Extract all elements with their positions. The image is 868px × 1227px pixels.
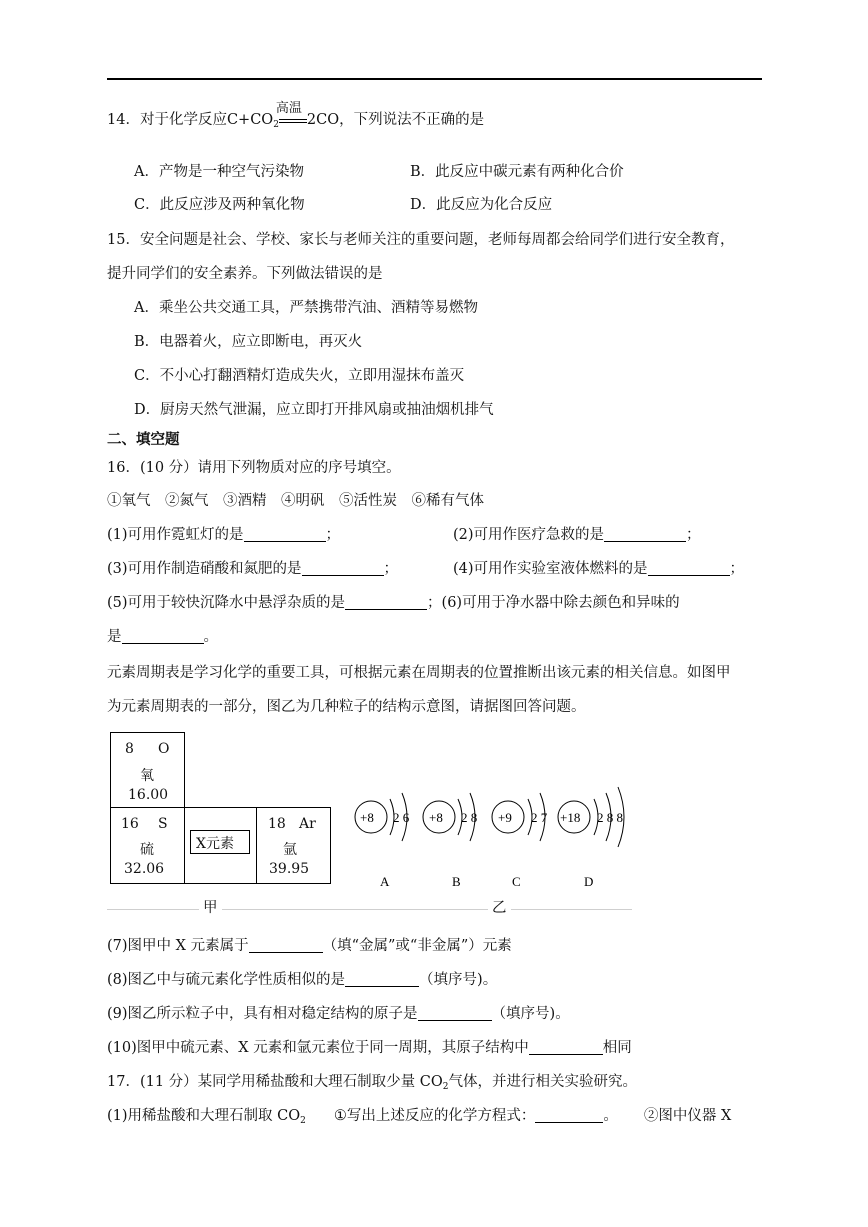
q17-p1-end: 。 (603, 1108, 618, 1124)
q16-p9-text: (9)图乙所示粒子中，具有相对稳定结构的原子是 (107, 1006, 418, 1022)
q16-p8-text: (8)图乙中与硫元素化学性质相似的是 (107, 972, 346, 988)
q16-p4 (453, 557, 744, 578)
q16-p3 (107, 557, 398, 578)
x-element-label: X元素 (196, 836, 234, 852)
particle-c (492, 793, 548, 889)
q14-stem (107, 101, 485, 130)
q16-p6-end: 。 (203, 629, 218, 645)
particle-b (423, 793, 477, 889)
answer-blank-6[interactable] (122, 629, 204, 645)
element-cell-sulfur (110, 807, 185, 884)
q16-p9 (107, 1002, 570, 1023)
element-cell-oxygen (110, 732, 185, 808)
oxygen-symbol: O (158, 741, 170, 757)
q15-option-b: B．电器着火，应立即断电，再灭火 (134, 334, 363, 350)
particle-b-shells: 2 8 (461, 810, 478, 825)
section-fill-in-title: 二、填空题 (107, 431, 180, 448)
q16-p1-semi: ； (325, 527, 341, 543)
q14-option-d: D．此反应为化合反应 (410, 197, 553, 213)
q15-line2: 提升同学们的安全素养。下列做法错误的是 (107, 266, 383, 282)
x-element-box (190, 830, 250, 854)
q14-number: 14． (107, 112, 140, 128)
q17-stem (107, 1070, 637, 1092)
q16-p1-text: (1)可用作霓虹灯的是 (107, 527, 244, 543)
answer-blank-10[interactable] (529, 1040, 603, 1056)
q16-p2-semi: ； (686, 527, 701, 543)
q17-p1 (107, 1104, 731, 1126)
q16-p8 (107, 968, 497, 989)
caption-line (107, 909, 632, 910)
particle-b-nucleus: +8 (429, 810, 443, 825)
q16-p2 (453, 523, 701, 544)
q17-p1-text: (1)用稀盐酸和大理石制取 CO (107, 1108, 301, 1124)
q16-p10-text: (10)图甲中硫元素、X 元素和氩元素位于同一周期，其原子结构中 (107, 1040, 529, 1056)
caption-yi: 乙 (488, 896, 511, 917)
argon-mass: 39.95 (269, 861, 310, 877)
q16-p7 (107, 934, 512, 955)
answer-blank-3[interactable] (302, 561, 384, 577)
answer-blank-11[interactable] (535, 1108, 603, 1124)
sulfur-symbol: S (158, 816, 168, 832)
argon-number: 18 (268, 816, 286, 832)
q16-p9-suffix: （填序号)。 (491, 1006, 570, 1022)
particle-d (558, 787, 624, 889)
q16-p5-semi: ； (427, 595, 442, 611)
argon-symbol: Ar (299, 816, 316, 832)
q15-option-c: C．不小心打翻酒精灯造成失火，立即用湿抹布盖灭 (134, 368, 465, 384)
q14-eq-arrow (275, 101, 307, 127)
caption-jia: 甲 (199, 896, 222, 917)
oxygen-mass: 16.00 (128, 787, 169, 803)
particle-c-shells: 2 7 (531, 810, 548, 825)
q14-suffix: ，下列说法不正确的是 (339, 112, 485, 128)
q14-prefix: 对于化学反应 (139, 112, 227, 128)
q14-eq-left: C+CO (226, 112, 274, 128)
answer-blank-8[interactable] (345, 972, 419, 988)
oxygen-number: 8 (125, 741, 134, 757)
q17-stem-b: 气体，并进行相关实验研究。 (448, 1074, 637, 1090)
q16-p1 (107, 523, 340, 544)
q14-eq-right: 2CO (306, 112, 340, 128)
intro-line2: 为元素周期表的一部分，图乙为几种粒子的结构示意图，请据图回答问题。 (107, 699, 586, 715)
particle-a-shells: 2 6 (393, 810, 410, 825)
particle-a-label: A (380, 874, 390, 889)
q17-stem-a: 17．(11 分）某同学用稀盐酸和大理石制取少量 CO (107, 1074, 443, 1090)
argon-name: 氩 (283, 842, 297, 858)
figure-yi (340, 775, 640, 895)
q17-p1-sub: 2 (300, 1116, 306, 1126)
answer-blank-1[interactable] (244, 527, 326, 543)
q14-option-a: A．产物是一种空气污染物 (134, 164, 304, 180)
q14-eq-sub: 2 (273, 120, 279, 130)
q14-option-b: B．此反应中碳元素有两种化合价 (410, 164, 624, 180)
particle-d-shells: 2 8 8 (597, 810, 623, 825)
q16-p8-suffix: （填序号)。 (419, 972, 498, 988)
q14-eq-condition: 高温 (275, 101, 302, 116)
particle-c-nucleus: +9 (498, 810, 512, 825)
q17-p1-equation-prompt: ①写出上述反应的化学方程式： (333, 1108, 536, 1124)
q16-p6b-text: 是 (107, 629, 122, 645)
intro-line1: 元素周期表是学习化学的重要工具，可根据元素在周期表的位置推断出该元素的相关信息。如图甲 (107, 665, 731, 681)
q15-line1: 15．安全问题是社会、学校、家长与老师关注的重要问题，老师每周都会给同学们进行安全教育， (107, 232, 735, 248)
q16-p4-semi: ； (729, 561, 745, 577)
particle-b-label: B (452, 874, 461, 889)
q17-stem-sub: 2 (442, 1082, 449, 1092)
q16-p3-text: (3)可用作制造硝酸和氮肥的是 (107, 561, 302, 577)
q16-p10-suffix: 相同 (602, 1040, 632, 1056)
header-rule (107, 78, 762, 80)
particle-c-label: C (512, 874, 521, 889)
q14-option-c: C．此反应涉及两种氧化物 (134, 197, 305, 213)
q16-p5-text: (5)可用于较快沉降水中悬浮杂质的是 (107, 595, 346, 611)
answer-blank-9[interactable] (418, 1006, 492, 1022)
particle-d-nucleus: +18 (560, 810, 581, 825)
q17-p1-instrument: ②图中仪器 X (643, 1108, 732, 1124)
q15-option-a: A．乘坐公共交通工具，严禁携带汽油、酒精等易燃物 (134, 300, 478, 316)
sulfur-mass: 32.06 (124, 861, 165, 877)
q16-p2-text: (2)可用作医疗急救的是 (453, 527, 605, 543)
sulfur-name: 硫 (140, 842, 154, 858)
q16-p7-suffix: （填“金属”或“非金属”）元素 (322, 938, 512, 954)
element-cell-x (184, 807, 256, 884)
answer-blank-4[interactable] (648, 561, 730, 577)
sulfur-number: 16 (121, 816, 139, 832)
particle-a (355, 793, 410, 889)
q16-p6-text: (6)可用于净水器中除去颜色和异味的 (441, 595, 680, 611)
particle-a-nucleus: +8 (360, 810, 374, 825)
answer-blank-7[interactable] (249, 938, 323, 954)
figure-jia (110, 732, 332, 884)
q16-p4-text: (4)可用作实验室液体燃料的是 (453, 561, 648, 577)
q16-p10 (107, 1036, 632, 1057)
oxygen-name: 氧 (140, 768, 154, 784)
particle-d-label: D (584, 874, 594, 889)
answer-blank-5[interactable] (345, 595, 427, 611)
q16-substances: ①氧气 ②氮气 ③酒精 ④明矾 ⑤活性炭 ⑥稀有气体 (107, 493, 484, 509)
q16-stem: 16．(10 分）请用下列物质对应的序号填空。 (107, 460, 401, 476)
answer-blank-2[interactable] (604, 527, 686, 543)
q15-option-d: D．厨房天然气泄漏，应立即打开排风扇或抽油烟机排气 (134, 402, 494, 418)
q16-p3-semi: ； (383, 561, 399, 577)
element-cell-argon (256, 807, 331, 884)
q16-p5 (107, 591, 680, 612)
q16-p6-cont (107, 625, 218, 646)
q16-p7-text: (7)图甲中 X 元素属于 (107, 938, 249, 954)
